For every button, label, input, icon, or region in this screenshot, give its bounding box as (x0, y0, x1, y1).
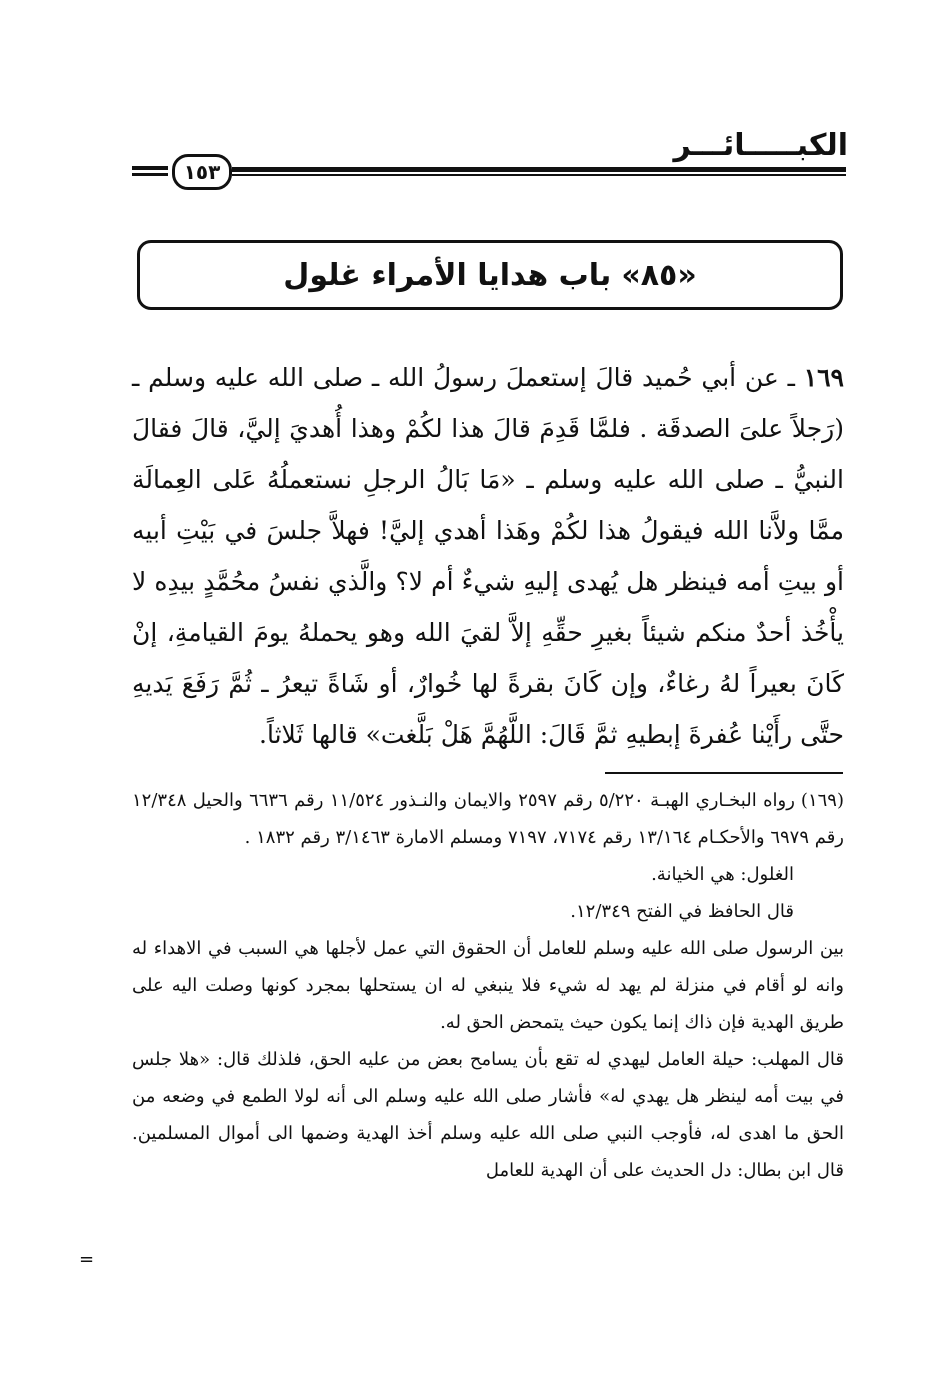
footnote-separator (605, 772, 843, 774)
footnote-hafiz: قال الحافظ في الفتح ١٢/٣٤٩. (570, 901, 794, 922)
footnote-paragraph: بين الرسول صلى الله عليه وسلم للعامل أن الحقوق التي عمل لأجلها هي السبب في الاهداء له وانه لو أقام في منزلة لم يهد له شيء فلا ينبغي له ان يستحلها بمجرد كونها وصلت اليه على طريق الهدية فإن ذاك إنما يكون حيث يتمحض الحق له. (132, 938, 844, 1033)
header-rule (132, 160, 846, 182)
margin-mark: = (79, 1249, 95, 1270)
footnotes (132, 782, 844, 1189)
header-rule-thick (232, 167, 846, 172)
hadith-body (132, 352, 844, 760)
chapter-title: باب هدايا الأمراء غلول (283, 257, 612, 293)
header-rule-short (132, 173, 168, 176)
footnote-source (132, 782, 844, 856)
footnote-paragraph: قال المهلب: حيلة العامل ليهدي له تقع بأن يسامح بعض من عليه الحق، فلذلك قال: «هلا جلس في بيت أمه لينظر هل يهدي له» فأشار صلى الله عليه وسلم الى أنه لولا الطمع في وضعه من الحق ما اهدى له، فأوجب النبي صلى الله عليه وسلم أخذ الهدية وضمها الى أموال المسلمين. قال ابن بطال: دل الحديث على أن الهدية للعامل (132, 1049, 844, 1181)
hadith-text: ـ عن أبي حُميد قالَ إستعملَ رسولُ الله ـ صلى الله عليه وسلم ـ (رَجلاً علىَ الصدقَة . فلمَّا قَدِمَ قالَ هذا لكُمْ وهذا أُهديَ إليَّ، قالَ فقالَ النبيُّ ـ صلى الله عليه وسلم ـ «مَا بَالُ الرجلِ نستعملُهُ عَلى العِمالَة ممَّا ولاَّنا الله فيقولُ هذا لكُمْ وهَذا أهدي إليَّ! فهلاَّ جلسَ في بَيْتِ أبيه أو بيتِ أمه فينظر هل يُهدى إليهِ شيءٌ أم لا؟ والَّذي نفسُ محُمَّدٍ بيدِه لا يأْخُذ أحدٌ منكم شيئاً بغيرِ حقِّهِ إلاَّ لقيَ الله وهو يحملهُ يومَ القيامةِ، إنْ كَانَ بعيراً لهُ رغاءٌ، وإن كَانَ بقرةً لها خُوارٌ، أو شَاةً تيعرُ ـ ثُمَّ رَفَعَ يَديهِ حتَّى رأَيْنا عُفرةَ إبطيهِ ثمَّ قَالَ: اللَّهُمَّ هَلْ بَلَّغت» قالها ثَلاثاً. (132, 363, 844, 749)
page-number: ١٥٣ (172, 154, 232, 190)
chapter-number: «٨٥» (621, 257, 697, 293)
footnote-ghulul: الغلول: هي الخيانة. (651, 864, 794, 885)
chapter-heading (137, 240, 843, 310)
header-rule-thin (232, 174, 846, 176)
running-header-title: الكبـــــائـــر (673, 128, 848, 163)
footnote-source-text: رواه البخـاري الهبـة ٥/٢٢٠ رقم ٢٥٩٧ والايمان والنـذور ١١/٥٢٤ رقم ٦٦٣٦ والحيل ١٢/٣٤٨ رقم ٦٩٧٩ والأحكـام ١٣/١٦٤ رقم ٧١٧٤، ٧١٩٧ ومسلم الامارة ٣/١٤٦٣ رقم ١٨٣٢ . (132, 790, 844, 848)
footnote-ref: (١٦٩) (800, 790, 844, 811)
hadith-number: ١٦٩ (803, 363, 844, 392)
header-rule-short (132, 166, 168, 170)
